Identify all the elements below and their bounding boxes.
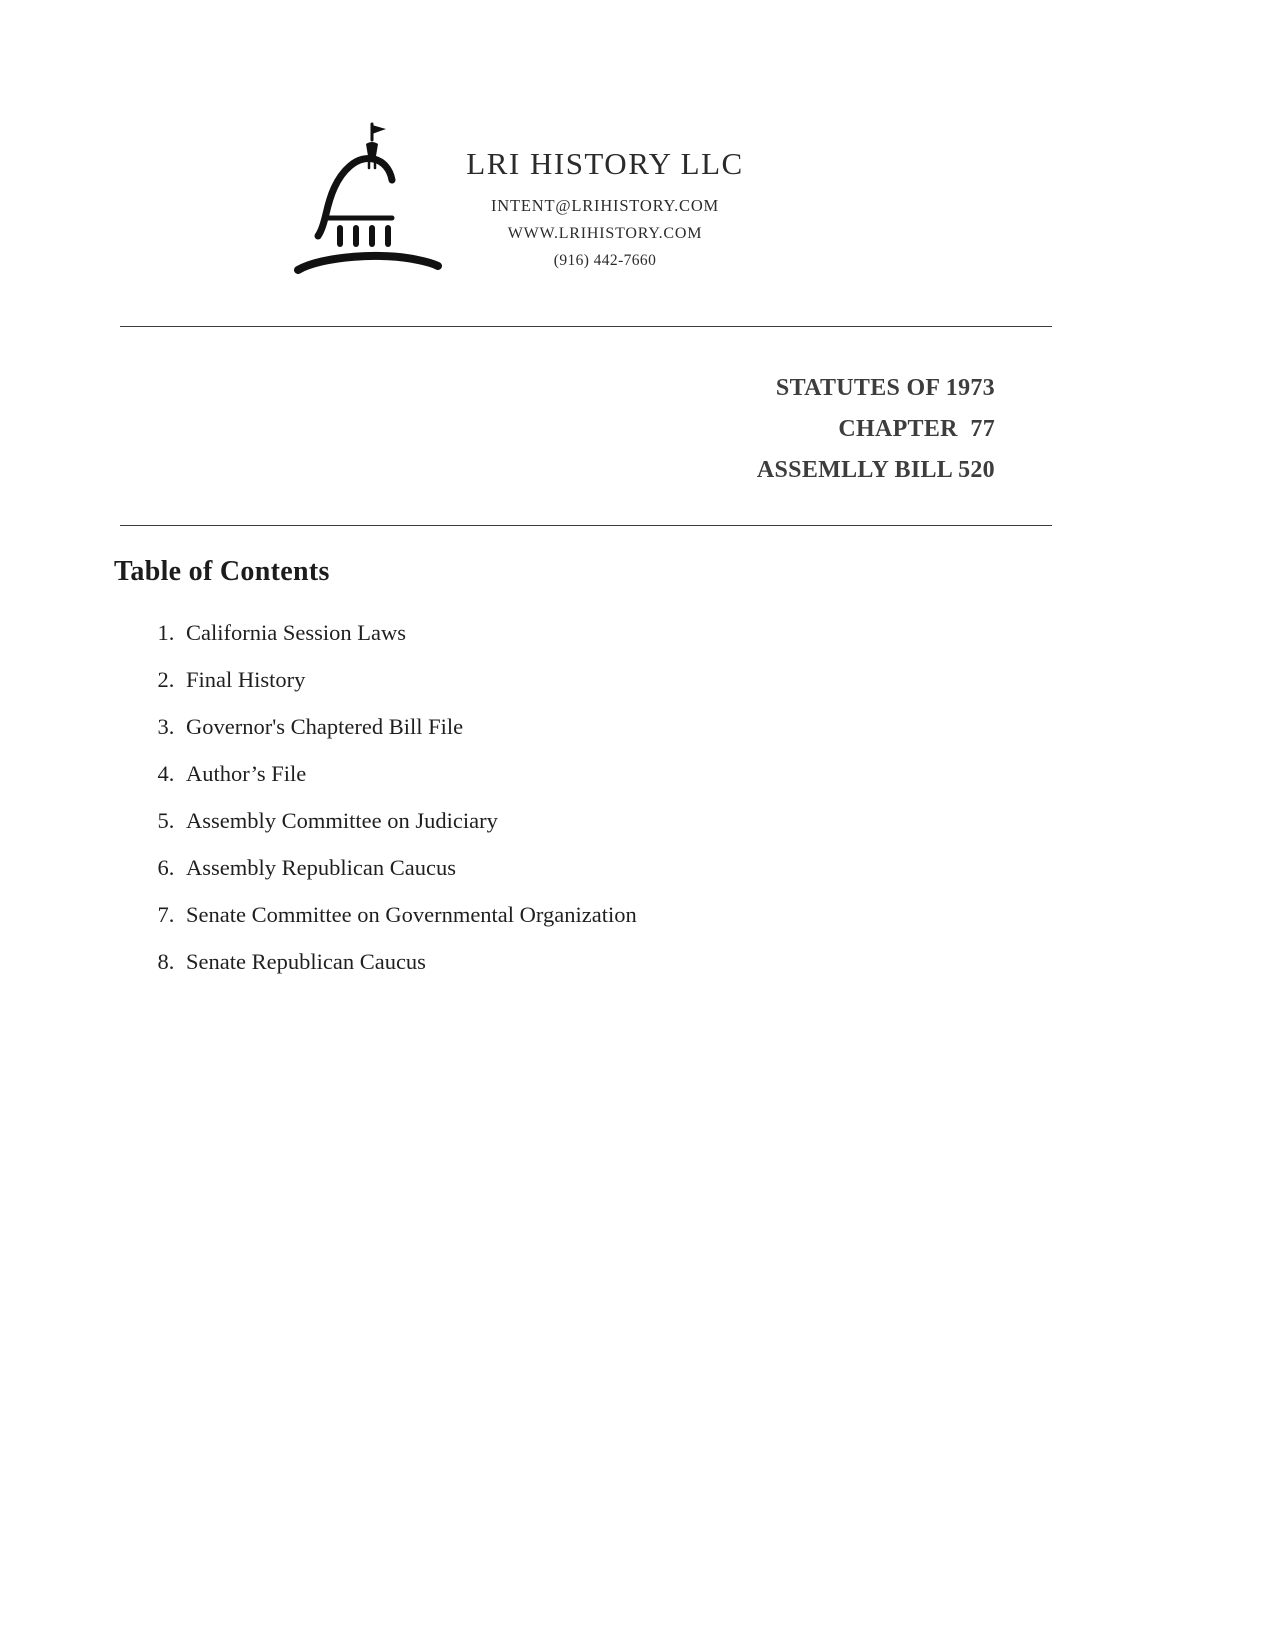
toc-list [142, 620, 637, 996]
company-header [445, 146, 765, 270]
statute-reference [757, 368, 995, 491]
toc-item: 7. Senate Committee on Governmental Organization [180, 902, 637, 927]
toc-item: 1. California Session Laws [180, 620, 637, 645]
divider-bottom [120, 525, 1052, 526]
divider-top [120, 326, 1052, 327]
chapter-line: CHAPTER 77 [838, 416, 995, 442]
company-website: WWW.LRIHISTORY.COM [507, 225, 703, 242]
statutes-line: STATUTES OF 1973 [775, 375, 995, 401]
toc-item: 2. Final History [180, 667, 637, 692]
toc-item: 6. Assembly Republican Caucus [180, 855, 637, 880]
toc-item: 5. Assembly Committee on Judiciary [180, 808, 637, 833]
capitol-sketch-icon [288, 118, 448, 288]
toc-title: Table of Contents [114, 556, 330, 587]
toc-item: 3. Governor's Chaptered Bill File [180, 714, 637, 739]
capitol-logo [288, 118, 448, 288]
toc-item: 8. Senate Republican Caucus [180, 949, 637, 974]
company-name: LRI HISTORY LLC [466, 146, 744, 181]
toc-item: 4. Author’s File [180, 761, 637, 786]
company-email: INTENT@LRIHISTORY.COM [490, 196, 720, 215]
bill-line: ASSEMLLY BILL 520 [756, 457, 995, 483]
company-phone: (916) 442-7660 [553, 252, 657, 269]
